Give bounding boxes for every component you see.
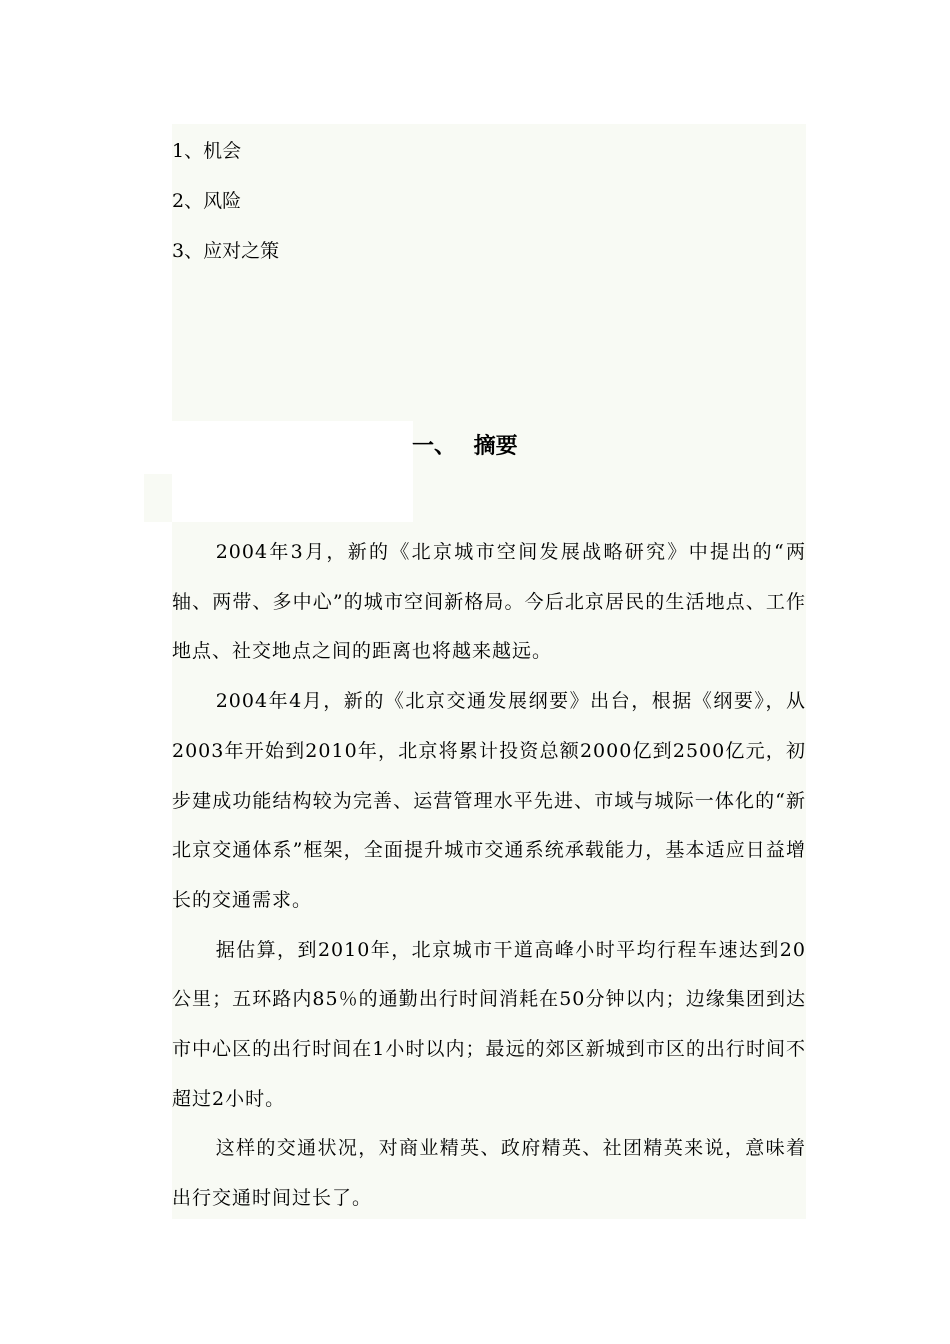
section-heading-summary: 一、 摘要 (412, 434, 518, 459)
outline-list (172, 136, 279, 286)
summary-body (172, 528, 806, 1224)
page-shading-strip (144, 474, 172, 522)
outline-item-risk: 2、风险 (172, 190, 242, 212)
paragraph-conclusion: 这样的交通状况，对商业精英、政府精英、社团精英来说，意味着出行交通时间过长了。 (172, 1137, 806, 1210)
paragraph-spatial-strategy: 2004年3月，新的《北京城市空间发展战略研究》中提出的“两轴、两带、多中心”的城市空间新格局。今后北京居民的生活地点、工作地点、社交地点之间的距离也将越来越远。 (172, 541, 806, 663)
outline-item-countermeasures: 3、应对之策 (172, 240, 280, 262)
outline-item-opportunity: 1、机会 (172, 140, 242, 162)
paragraph-transport-plan: 2004年4月，新的《北京交通发展纲要》出台，根据《纲要》，从2003年开始到2010年，北京将累计投资总额2000亿到2500亿元，初步建成功能结构较为完善、运营管理水平先进、市域与城际一体化的“新北京交通体系”框架，全面提升城市交通系统承载能力，基本适应日益增长的交通需求。 (172, 690, 806, 911)
paragraph-estimates: 据估算，到2010年，北京城市干道高峰小时平均行程车速达到20公里；五环路内85％的通勤出行时间消耗在50分钟以内；边缘集团到达市中心区的出行时间在1小时以内；最远的郊区新城到市区的出行时间不超过2小时。 (172, 938, 806, 1110)
